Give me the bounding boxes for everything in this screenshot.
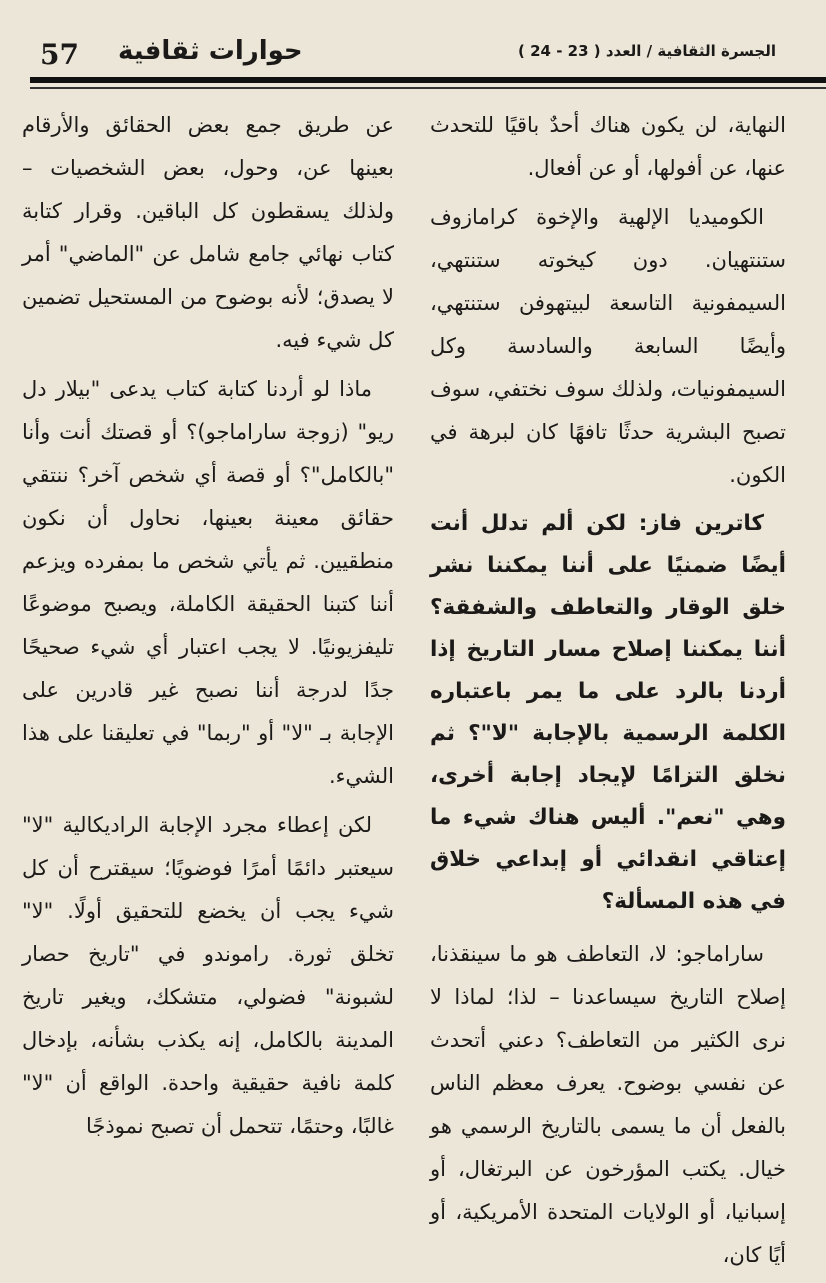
page-header bbox=[0, 0, 826, 82]
paragraph: النهاية، لن يكون هناك أحدٌ باقيًا للتحدث عنها، عن أفولها، أو عن أفعال. bbox=[430, 113, 786, 180]
question-paragraph: كاترين فاز: لكن ألم تدلل أنت أيضًا ضمنيًا على أننا يمكننا نشر خلق الوقار والتعاطف والشفقة؟ أننا يمكننا إصلاح مسار التاريخ إذا أردنا بالرد على ما يمر باعتباره الكلمة الرسمية بالإجابة "لا"؟ ثم نخلق التزامًا لإيجاد إجابة أخرى، وهي "نعم". أليس هناك شيء ما إعتاقي انقدائي أو إبداعي خلاق في هذه المسألة؟ bbox=[430, 511, 786, 914]
answer-paragraph: ساراماجو: لا، التعاطف هو ما سينقذنا، إصلاح التاريخ سيساعدنا – لذا؛ لماذا لا نرى الكثير من التعاطف؟ دعني أتحدث عن نفسي بوضوح. يعرف معظم الناس بالفعل أن ما يسمى بالتاريخ الرسمي هو خيال. يكتب المؤرخون عن البرتغال، أو إسبانيا، أو الولايات المتحدة الأمريكية، أو أيًا كان، bbox=[430, 942, 786, 1267]
magazine-section-title: حوارات ثقافية bbox=[118, 36, 303, 66]
paragraph: لكن إعطاء مجرد الإجابة الراديكالية "لا" سيعتبر دائمًا أمرًا فوضويًا؛ سيقترح أن كل شيء يجب أن يخضع للتحقيق أولًا. "لا" تخلق ثورة. راموندو في "تاريخ حصار لشبونة" فضولي، متشكك، ويغير تاريخ المدينة بالكامل، إنه يكذب بشأنه، بإدخال كلمة نافية حقيقية واحدة. الواقع أن "لا" غالبًا، وحتمًا، تتحمل أن تصبح نموذجًا bbox=[22, 813, 394, 1138]
left-column bbox=[22, 104, 394, 1154]
paragraph: الكوميديا الإلهية والإخوة كرامازوف ستنتهيان. دون كيخوته ستنتهي، السيمفونية التاسعة لبيتهوفن ستنتهي، وأيضًا السابعة والسادسة وكل السيمفونيات، ولذلك سوف نختفي، سوف تصبح البشرية حدثًا تافهًا كان لبرهة في الكون. bbox=[430, 205, 786, 487]
issue-info: الجسرة الثقافية / العدد ( 23 - 24 ) bbox=[518, 42, 776, 60]
header-rule-thin bbox=[30, 87, 826, 89]
paragraph: ماذا لو أردنا كتابة كتاب يدعى "بيلار دل ريو" (زوجة ساراماجو)؟ أو قصتك أنت وأنا "بالكامل"؟ أو قصة أي شخص آخر؟ ننتقي حقائق معينة بعينها، نحاول أن نكون منطقيين. ثم يأتي شخص ما بمفرده ويزعم أننا كتبنا الحقيقة الكاملة، ويصبح موضوعًا تليفزيونيًا. لا يجب اعتبار أي شيء صحيحًا جدًا لدرجة أننا نصبح غير قادرين على الإجابة بـ "لا" أو "ربما" في تعليقنا على هذا الشيء. bbox=[22, 377, 394, 788]
paragraph: عن طريق جمع بعض الحقائق والأرقام بعينها عن، وحول، بعض الشخصيات – ولذلك يسقطون كل الباقين. وقرار كتابة كتاب نهائي جامع شامل عن "الماضي" أمر لا يصدق؛ لأنه بوضوح من المستحيل تضمين كل شيء فيه. bbox=[22, 113, 394, 352]
page-number: 57 bbox=[40, 38, 79, 71]
header-rule-thick bbox=[30, 77, 826, 83]
right-column bbox=[430, 104, 786, 1283]
